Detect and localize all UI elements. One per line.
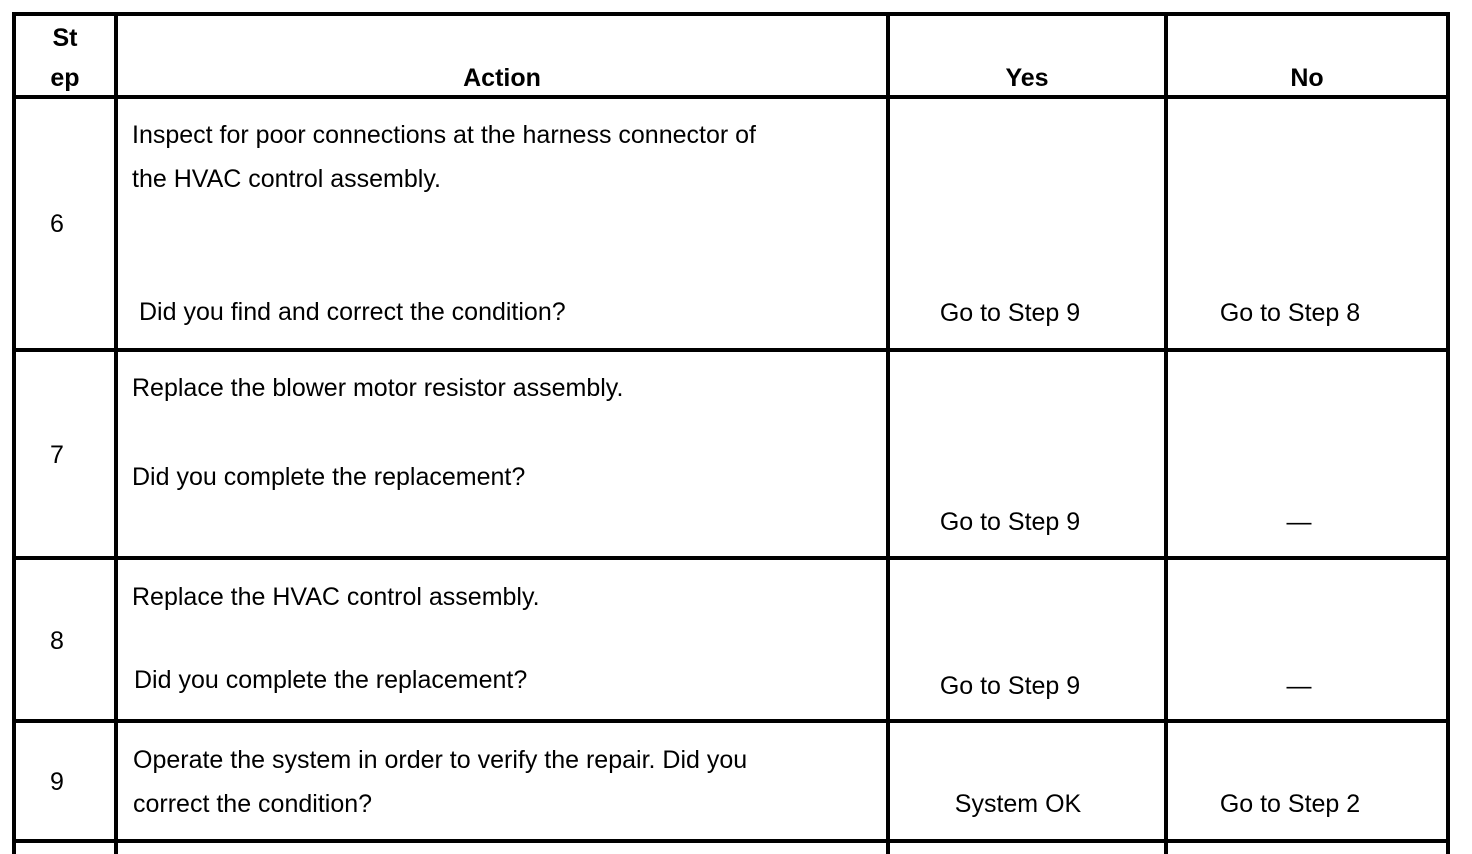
column-divider	[886, 12, 890, 854]
row-divider	[12, 556, 1450, 560]
header-no: No	[1290, 64, 1324, 92]
table-border-right	[1446, 12, 1450, 854]
action-text: Operate the system in order to verify the repair. Did you	[133, 746, 748, 774]
step-number: 9	[50, 768, 64, 796]
header-step-line1: St	[52, 24, 78, 52]
column-divider	[1164, 12, 1168, 854]
row-divider	[12, 719, 1450, 723]
action-question: Did you find and correct the condition?	[139, 298, 566, 326]
header-yes: Yes	[1005, 64, 1049, 92]
action-text: Replace the blower motor resistor assembly.	[132, 374, 624, 402]
step-number: 8	[50, 627, 64, 655]
action-text: Replace the HVAC control assembly.	[132, 583, 540, 611]
action-question: Did you complete the replacement?	[134, 666, 528, 694]
row-divider	[12, 839, 1450, 843]
column-divider	[114, 12, 118, 854]
no-result: Go to Step 8	[1219, 299, 1361, 327]
action-text: correct the condition?	[133, 790, 373, 818]
yes-result: Go to Step 9	[939, 508, 1081, 536]
table-border-top	[12, 12, 1450, 16]
yes-result: System OK	[954, 790, 1082, 818]
yes-result: Go to Step 9	[939, 672, 1081, 700]
header-step-line2: ep	[50, 64, 80, 92]
yes-result: Go to Step 9	[939, 299, 1081, 327]
header-action: Action	[463, 64, 541, 92]
action-text: Inspect for poor connections at the harness connector of	[132, 121, 756, 149]
action-question: Did you complete the replacement?	[132, 463, 526, 491]
action-text: the HVAC control assembly.	[132, 165, 441, 193]
step-number: 7	[50, 441, 64, 469]
no-result: —	[1286, 508, 1312, 536]
no-result: —	[1286, 672, 1312, 700]
step-number: 6	[50, 210, 64, 238]
row-divider	[12, 348, 1450, 352]
no-result: Go to Step 2	[1219, 790, 1361, 818]
